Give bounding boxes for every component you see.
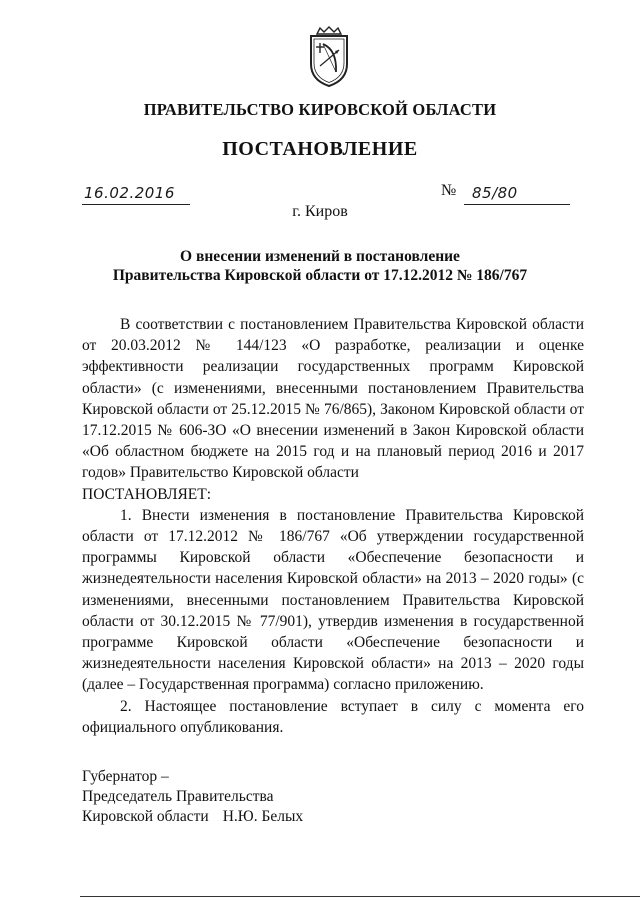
city-name: г. Киров bbox=[292, 203, 348, 220]
coat-of-arms-emblem bbox=[303, 26, 355, 88]
date-field bbox=[82, 182, 190, 205]
document-body bbox=[82, 314, 584, 738]
document-type: ПОСТАНОВЛЕНИЕ bbox=[222, 138, 418, 160]
signature-region: Кировской области bbox=[82, 808, 209, 825]
signature-block bbox=[82, 767, 303, 827]
document-number: 85/80 bbox=[472, 184, 518, 202]
intro-paragraph: В соответствии с постановлением Правительства Кировской области от 20.03.2012 № 144/123 «О разработке, реализации и оценке эффективности реализации государственных программ Кировской области» (с изменениями, внесенными постановлением Правительства Кировской области от 25.12.2015 № 76/865), Законом Кировской области от 17.12.2015 № 606-ЗО «О внесении изменений в Закон Кировской области «Об областном бюджете на 2015 год и на плановый период 2016 и 2017 годов» Правительство Кировской области bbox=[82, 316, 584, 482]
document-date: 16.02.2016 bbox=[84, 184, 175, 202]
subject-line-2: Правительства Кировской области от 17.12.2012 № 186/767 bbox=[112, 267, 528, 284]
signature-title-1: Губернатор – bbox=[82, 768, 169, 785]
signatory-name: Н.Ю. Белых bbox=[222, 808, 304, 825]
subject-line-1: О внесении изменений в постановление bbox=[180, 248, 460, 265]
number-sign: № bbox=[441, 182, 457, 199]
number-field bbox=[464, 182, 570, 205]
signature-title-2: Председатель Правительства bbox=[82, 788, 274, 805]
item-1-paragraph: 1. Внести изменения в постановление Правительства Кировской области от 17.12.2012 № 186/767 «Об утверждении государственной программы Кировской области «Обеспечение безопасности и жизнедеятельности населения Кировской области» на 2013 – 2020 годы» (с изменениями, внесенными постановлением Правительства Кировской области от 30.12.2015 № 77/901), утвердив изменения в государственной программе Кировской области «Обеспечение безопасности и жизнедеятельности населения Кировской области» на 2013 – 2020 годы (далее – Государственная программа) согласно приложению. bbox=[82, 506, 584, 694]
page-edge-line bbox=[80, 896, 640, 897]
resolves-keyword: ПОСТАНОВЛЯЕТ: bbox=[82, 485, 212, 503]
document-subject bbox=[0, 247, 640, 285]
signature-title-3 bbox=[82, 807, 303, 827]
item-2-paragraph: 2. Настоящее постановление вступает в силу с момента его официального опубликования. bbox=[82, 697, 584, 736]
government-title: ПРАВИТЕЛЬСТВО КИРОВСКОЙ ОБЛАСТИ bbox=[143, 100, 497, 119]
